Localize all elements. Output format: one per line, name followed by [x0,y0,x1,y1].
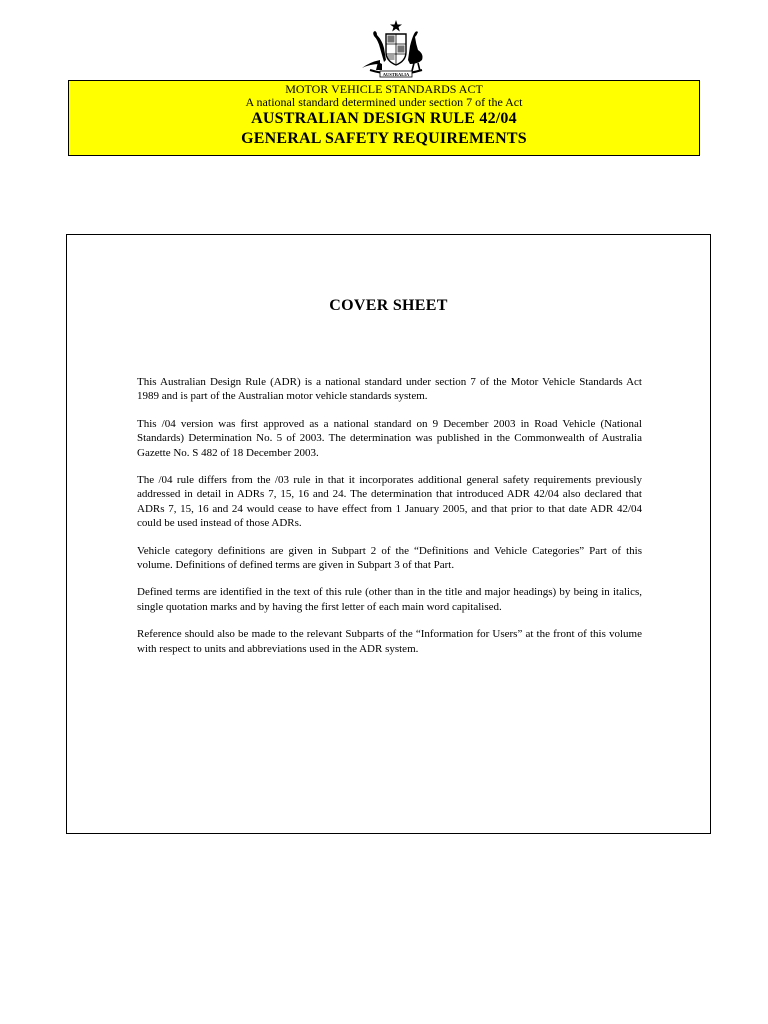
paragraph: The /04 rule differs from the /03 rule in that it incorporates additional general safety requirements previously addressed in detail in ADRs 7, 15, 16 and 24. The determination that introduced ADR 42/04 also declared that ADRs 7, 15, 16 and 24 would cease to have effect from 1 January 2005, and that prior to that date ADR 42/04 could be used instead of those ADRs. [137,474,642,530]
rule-subtitle: GENERAL SAFETY REQUIREMENTS [241,130,527,147]
paragraph: This Australian Design Rule (ADR) is a national standard under section 7 of the Motor Vehicle Standards Act 1989 and is part of the Australian motor vehicle standards system. [137,376,642,403]
coat-of-arms-icon [356,18,436,82]
rule-title: AUSTRALIAN DESIGN RULE 42/04 [251,110,517,127]
act-name: MOTOR VEHICLE STANDARDS ACT [285,82,483,96]
title-banner [68,80,700,156]
paragraph: Vehicle category definitions are given in Subpart 2 of the “Definitions and Vehicle Categories” Part of this volume. Definitions of defined terms are given in Subpart 3 of that Part. [137,544,642,572]
cover-sheet-body [137,375,642,669]
crest-label: AUSTRALIA [382,72,410,77]
paragraph: This /04 version was first approved as a national standard on 9 December 2003 in Road Vehicle (National Standards) Determination No. 5 of 2003. The determination was published in the Commonwealth of Australia Gazette No. S 482 of 18 December 2003. [137,417,642,459]
cover-sheet-title: COVER SHEET [329,297,448,314]
paragraph: Reference should also be made to the relevant Subparts of the “Information for Users” at the front of this volume with respect to units and abbreviations used in the ADR system. [137,628,642,655]
cover-sheet-box [66,234,711,834]
paragraph: Defined terms are identified in the text of this rule (other than in the title and major headings) by being in italics, single quotation marks and by having the first letter of each main word capitalised. [137,586,642,613]
act-subtitle: A national standard determined under section 7 of the Act [245,95,523,109]
